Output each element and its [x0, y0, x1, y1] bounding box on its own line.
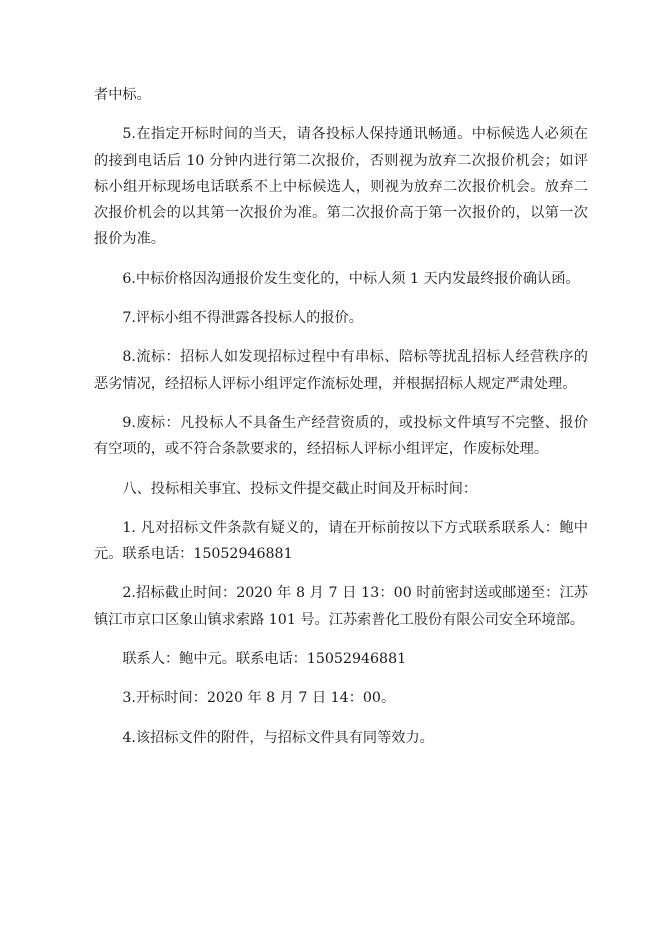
paragraph-sec8-item-3: 3.开标时间：2020 年 8 月 7 日 14：00。 [122, 690, 396, 707]
paragraph-contact: 联系人：鲍中元。联系电话：15052946881 [122, 651, 407, 668]
paragraph-item-9: 9.废标：凡投标人不具备生产经营资质的，或投标文件填写不完整、报价有空项的，或不符合条款要求的，经招标人评标小组评定，作废标处理。 [94, 414, 588, 458]
paragraph-sec8-item-1: 1. 凡对招标文件条款有疑义的，请在开标前按以下方式联系联系人：鲍中元。联系电话：15052946881 [94, 519, 588, 563]
document-page [94, 82, 588, 751]
section-heading-8: 八、投标相关事宜、投标文件提交截止时间及开标时间： [122, 480, 478, 497]
paragraph-item-8: 8.流标：招标人如发现招标过程中有串标、陪标等扰乱招标人经营秩序的恶劣情况，经招标人评标小组评定作流标处理，并根据招标人规定严肃处理。 [94, 349, 588, 392]
paragraph-item-6: 6.中标价格因沟通报价发生变化的，中标人须 1 天内发最终报价确认函。 [122, 270, 580, 287]
paragraph-sec8-item-4: 4.该招标文件的附件，与招标文件具有同等效力。 [122, 729, 434, 746]
paragraph-continuation: 者中标。 [94, 87, 151, 103]
paragraph-item-5: 5.在指定开标时间的当天，请各投标人保持通讯畅通。中标候选人必须在的接到电话后 10 分钟内进行第二次报价，否则视为放弃二次报价机会；如评标小组开标现场电话联系不上中标候选人，则视为放弃二次报价机会。放弃二次报价机会的以其第一次报价为准。第二次报价高于第一次报价的，以第一次报价为准。 [94, 126, 588, 248]
paragraph-sec8-item-2: 2.招标截止时间：2020 年 8 月 7 日 13：00 时前密封送或邮递至：江苏镇江市京口区象山镇求索路 101 号。江苏索普化工股份有限公司安全环境部。 [94, 585, 588, 628]
paragraph-item-7: 7.评标小组不得泄露各投标人的报价。 [122, 310, 363, 327]
